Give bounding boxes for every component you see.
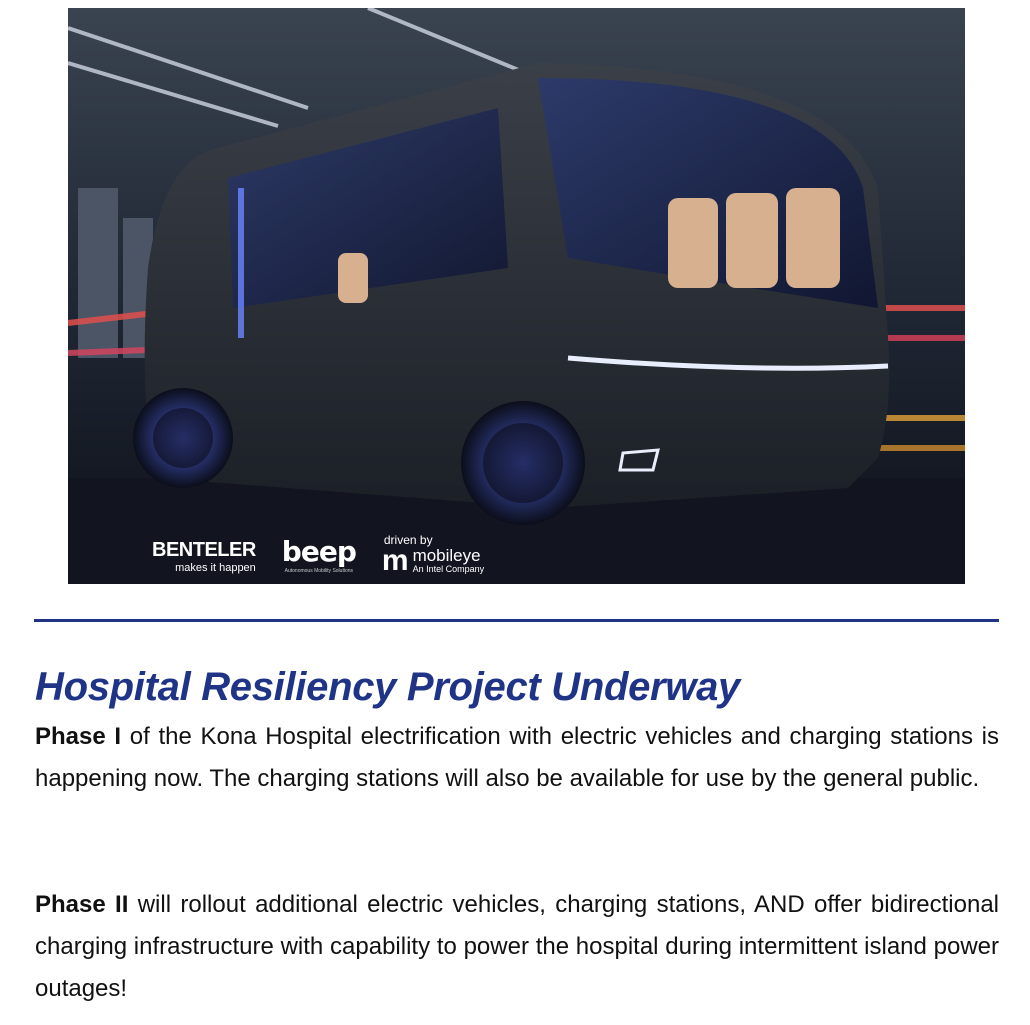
autonomous-shuttle-illustration [68, 8, 965, 584]
paragraph-phase-1 [35, 716, 999, 800]
phase-2-label: Phase II [35, 891, 129, 918]
sponsor-logos [152, 533, 485, 577]
paragraph-phase-2 [35, 884, 999, 1010]
driven-by-label: driven by [383, 533, 433, 547]
beep-tagline: Autonomous Mobility Solutions [284, 568, 354, 574]
beep-logo [281, 535, 356, 574]
benteler-name: BENTELER [152, 539, 256, 561]
beep-name: beep [281, 535, 356, 568]
phase-1-label: Phase I [35, 723, 122, 750]
benteler-tagline: makes it happen [175, 562, 256, 574]
mobileye-m-icon: m [381, 544, 407, 577]
mobileye-name: mobileye [412, 546, 481, 565]
phase-1-text: of the Kona Hospital electrification with electric vehicles and charging stations is happening now. The charging stations will also be available for use by the general public. [35, 723, 999, 792]
mobileye-logo [381, 533, 485, 577]
benteler-logo [152, 540, 256, 574]
article-title: Hospital Resiliency Project Underway [35, 665, 741, 709]
mobileye-subtitle: An Intel Company [412, 564, 485, 574]
phase-2-text: will rollout additional electric vehicles, charging stations, AND offer bidirectional charging infrastructure with capability to power the hospital during intermittent island power outages! [35, 891, 999, 1002]
hero-image [68, 8, 965, 584]
section-divider [34, 619, 999, 622]
